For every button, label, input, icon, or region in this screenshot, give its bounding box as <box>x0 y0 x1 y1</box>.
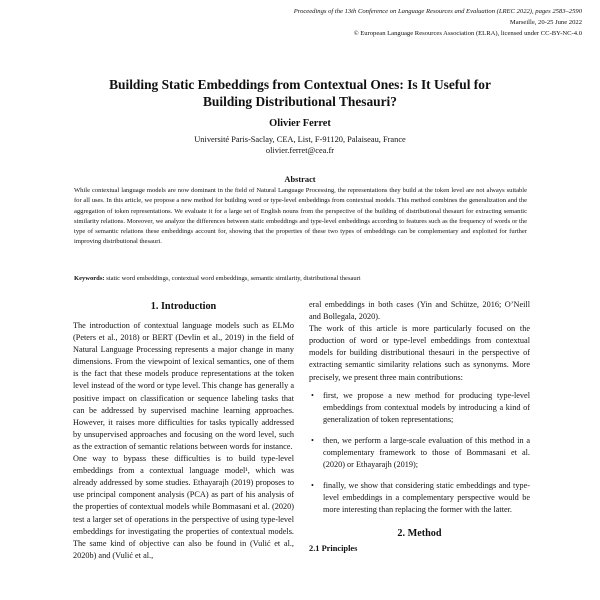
author-email: olivier.ferret@cea.fr <box>265 146 335 155</box>
section-heading-introduction: 1. Introduction <box>150 301 217 312</box>
author-block <box>0 134 600 156</box>
keywords <box>74 274 527 284</box>
intro-paragraph-2: One way to bypass these difficulties is to build type-level embeddings from a contextual language model¹, which was already addressed by some studies. Ethayarajh (2019) proposes to use principal component analysis (PCA) as part of his analysis of the properties of contextual models while Bommasani et al. (2020) test a larger set of operations in the perspective of using type-level embeddings for investigating the properties of contextual models. The same kind of objective can also be found in (Vulić et al., 2020b) and (Vulić et al., <box>73 454 294 560</box>
abstract-heading: Abstract <box>284 175 316 184</box>
intro-paragraph-4: The work of this article is more particularly focused on the production of word or type-level embeddings from contextual models for building distributional thesauri in the perspective of extracting semantic similarity relations such as synonyms. More precisely, we present three main contributions: <box>309 324 530 382</box>
header-line-1: Proceedings of the 13th Conference on Language Resources and Evaluation (LREC 2022), pages 2583–2590 <box>293 8 582 15</box>
intro-paragraph-3: eral embeddings in both cases (Yin and Schütze, 2016; O’Neill and Bollegala, 2020). <box>309 300 530 322</box>
contributions-list <box>309 390 530 517</box>
author-name: Olivier Ferret <box>269 118 331 129</box>
list-item: • then, we perform a large-scale evaluation of this method in a complementary framework to those of Bommasani et al. (2020) or Ethayarajh (2019); <box>309 435 530 471</box>
left-column <box>73 300 294 562</box>
author-affiliation: Université Paris-Saclay, CEA, List, F-91120, Palaiseau, France <box>194 135 406 144</box>
intro-paragraph-1: The introduction of contextual language models such as ELMo (Peters et al., 2018) or BERT (Devlin et al., 2019) in the field of Natural Language Processing represents a major change in many dimensions. From the viewpoint of lexical semantics, one of them is the fact that these models produce representations at the token level instead of the word or type level. This change has generally a positive impact on classification or sequence labeling tasks that can be addressed by supervised machine learning approaches. However, it raises more difficulties for tasks typically addressed by unsupervised approaches and focusing on the word level, such as the extraction of semantic relations between words for instance. <box>73 321 294 451</box>
paper-title <box>60 76 540 110</box>
list-item: • finally, we show that considering static embeddings and type-level embeddings in a complementary perspective would be more interesting than replacing the former with the latter. <box>309 480 530 516</box>
keywords-label: Keywords: <box>74 275 105 282</box>
proceedings-header <box>162 6 582 39</box>
title-line-2: Building Distributional Thesauri? <box>203 94 397 109</box>
title-line-1: Building Static Embeddings from Contextual Ones: Is It Useful for <box>109 77 491 92</box>
abstract-text: While contextual language models are now dominant in the field of Natural Language Processing, the representations they build at the token level are not always suitable for all uses. In this article, we propose a new method for building word or type-level embeddings from contextual models. This method combines the generalization and the aggregation of token representations. We evaluate it for a large set of English nouns from the perspective of the building of distributional thesauri for extracting semantic similarity relations. Moreover, we analyze the differences between static embeddings and type-level embeddings according to features such as the frequency of words or the type of semantic relations these embeddings account for, showing that the properties of these two types of embeddings can be complementary and exploited for further improving distributional thesauri. <box>74 187 527 246</box>
header-line-2: Marseille, 20-25 June 2022 <box>509 19 582 26</box>
subsection-heading-principles: 2.1 Principles <box>309 543 358 553</box>
section-heading-method: 2. Method <box>397 527 442 539</box>
keywords-text: static word embeddings, contextual word embeddings, semantic similarity, distributional thesauri <box>106 275 361 282</box>
list-item: • first, we propose a new method for producing type-level embeddings from contextual models by introducing a kind of generalization of token representations; <box>309 390 530 426</box>
header-line-3: © European Language Resources Association (ELRA), licensed under CC-BY-NC-4.0 <box>353 30 582 37</box>
right-column <box>309 299 530 555</box>
